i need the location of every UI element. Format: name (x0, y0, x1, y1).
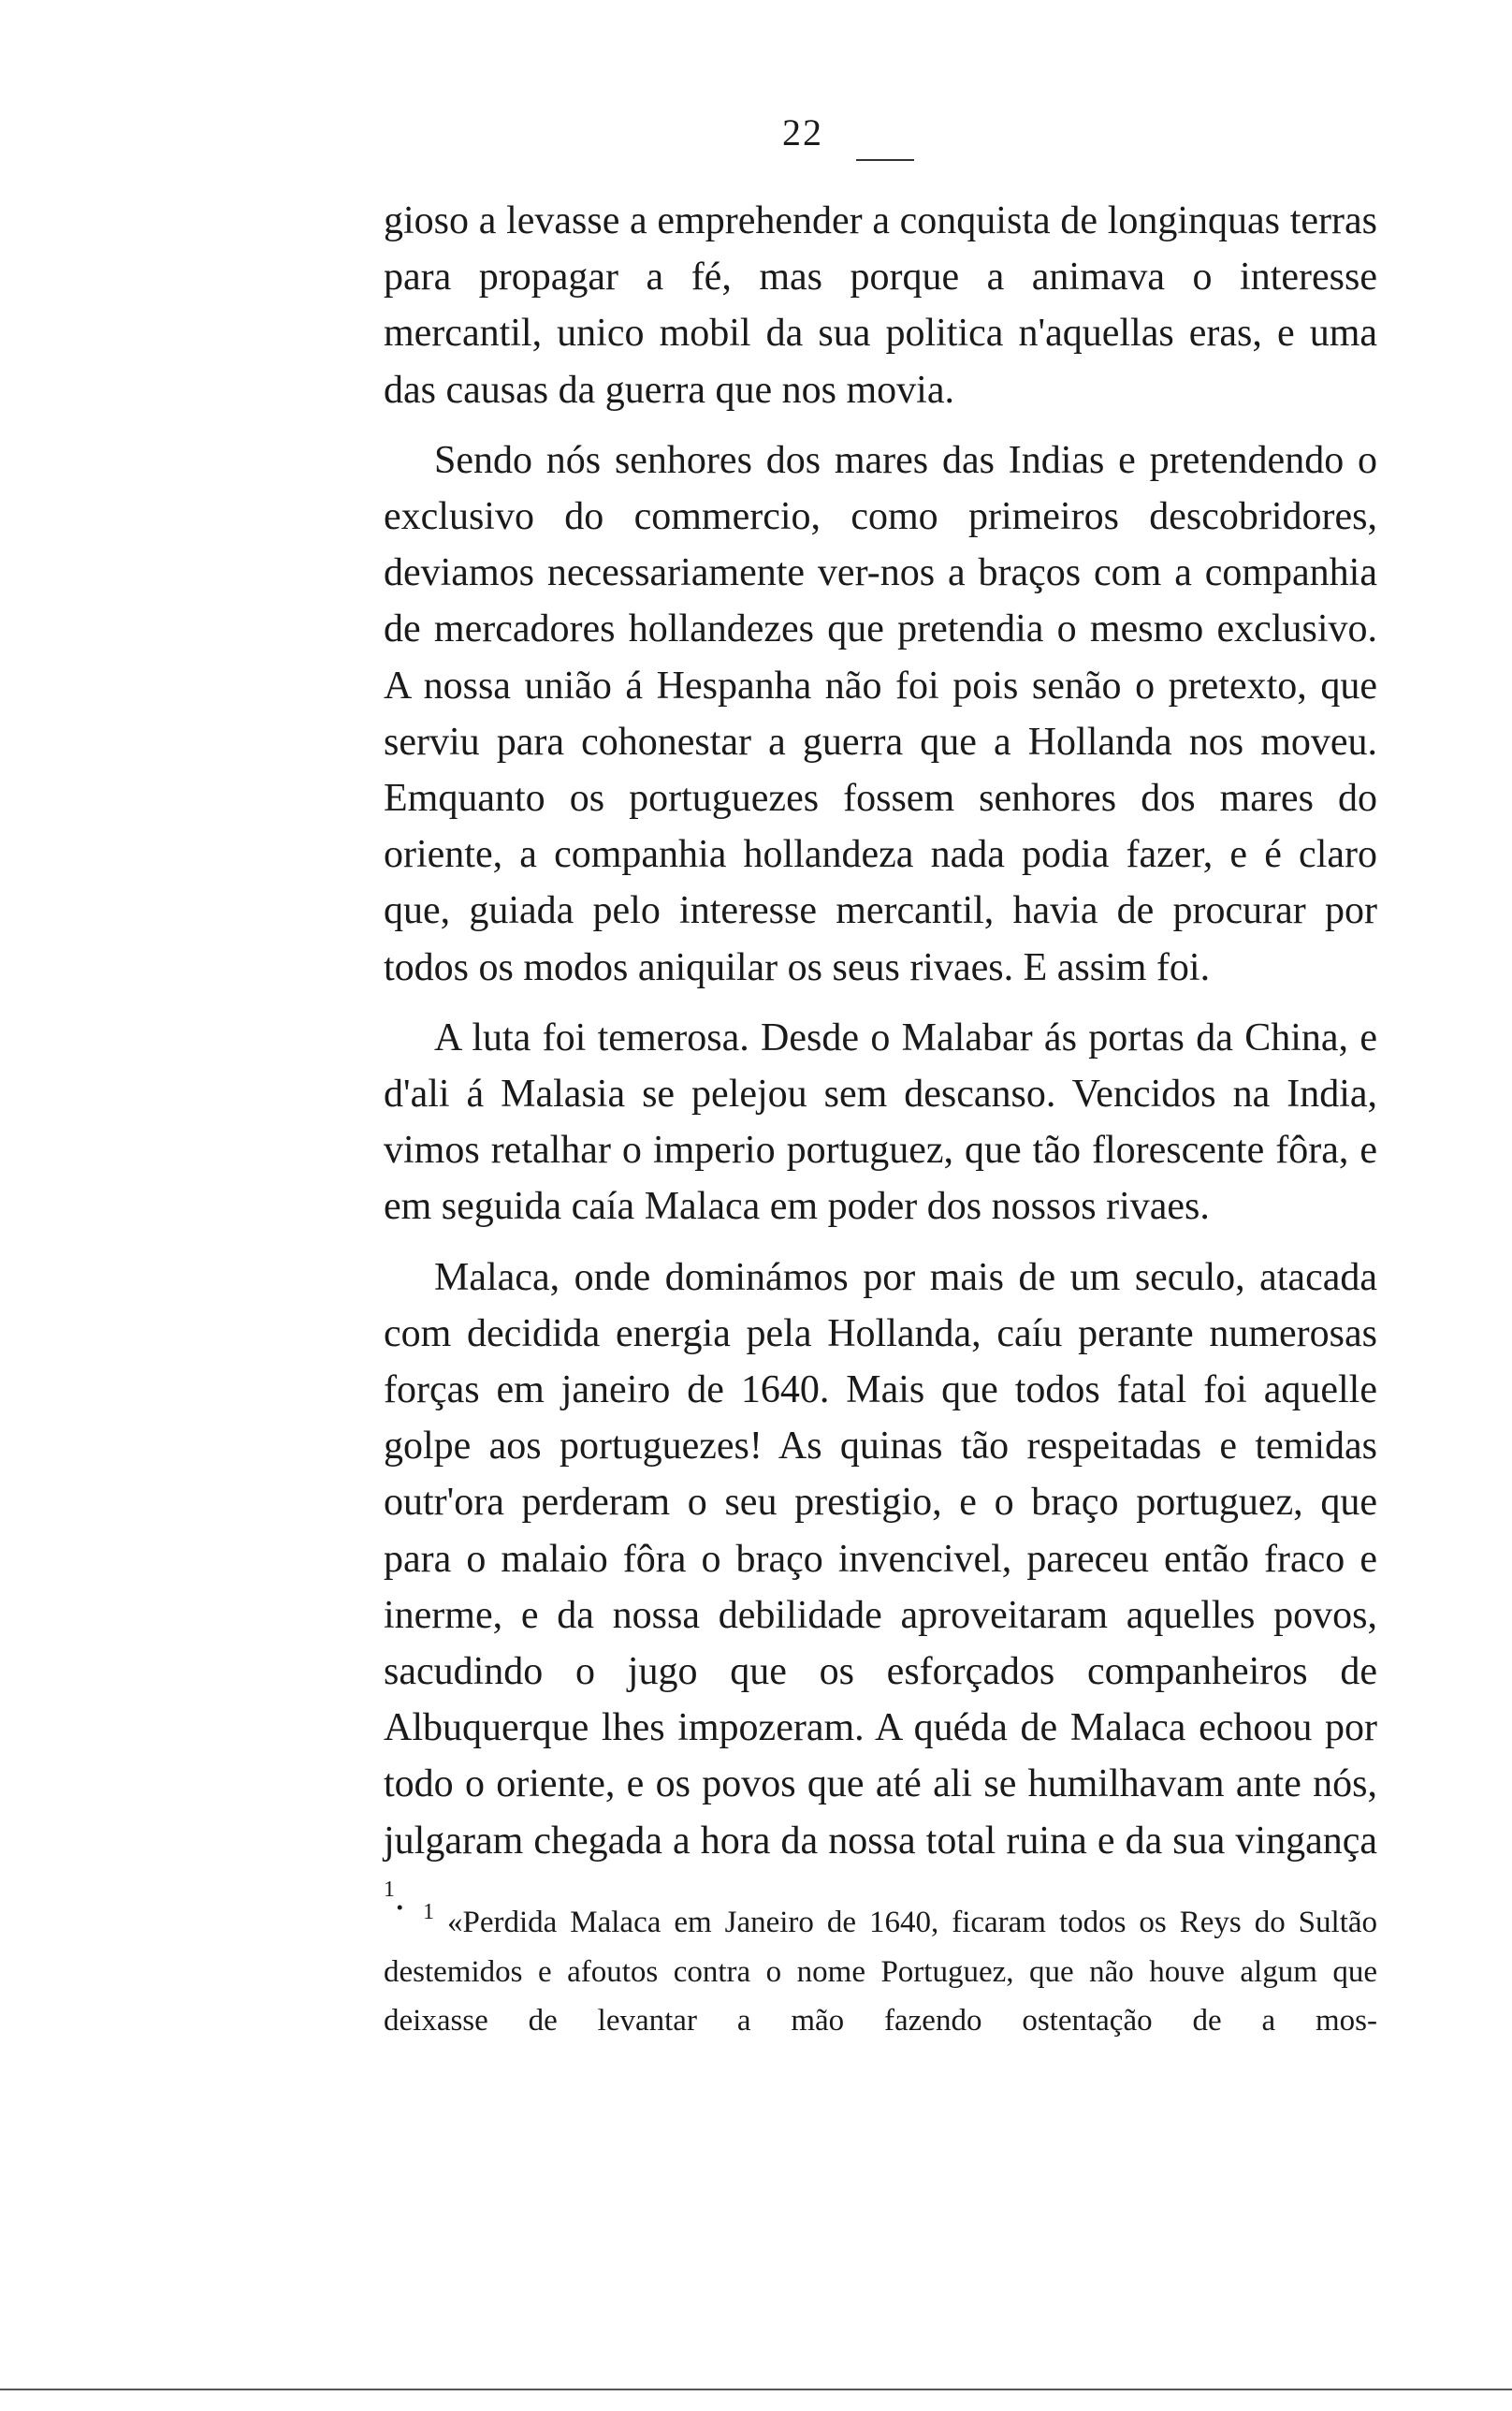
footnote-reference: 1 (384, 1877, 395, 1902)
page-number-rule (856, 159, 914, 161)
footnote-text: «Perdida Malaca em Janeiro de 1640, ficaram todos os Reys do Sultão destemidos e afoutos contra o nome Portuguez, que não houve algum que deixasse de levantar a mão fazendo ostentação de a mos- (384, 1906, 1378, 2038)
footnote (384, 1898, 1377, 2046)
paragraph-1: gioso a levasse a emprehender a conquista de longinquas terras para propagar a fé, mas porque a animava o interesse mercantil, unico mobil da sua politica n'aquellas eras, e uma das causas da guerra que nos movia. (384, 199, 1377, 412)
footnote-paragraph (384, 1898, 1377, 2046)
paragraph-4-text: Malaca, onde dominámos por mais de um seculo, atacada com decidida energia pela Hollanda, caíu perante numerosas forças em janeiro de 1640. Mais que todos fatal foi aquelle golpe aos portuguezes! As quinas tão respeitadas e temidas outr'ora perderam o seu prestigio, e o braço portuguez, que para o malaio fôra o braço invencivel, pareceu então fraco e inerme, e da nossa debilidade aproveitaram aquelles povos, sacudindo o jugo que os esforçados companheiros de Albuquerque lhes impozeram. A quéda de Malaca echoou por todo o oriente, e os povos que até ali se humilhavam ante nós, julgaram chegada a hora da nossa total ruina e da sua vingança (384, 1255, 1377, 1863)
bottom-edge-line (0, 2389, 1512, 2390)
paragraph-4 (384, 1249, 1377, 1925)
body-text (384, 193, 1377, 1925)
paragraph-2: Sendo nós senhores dos mares das Indias e pretendendo o exclusivo do commercio, como primeiros descobridores, deviamos necessariamente ver-nos a braços com a companhia de mercadores hollandezes que pretendia o mesmo exclusivo. A nossa união á Hespanha não foi pois senão o pretexto, que serviu para cohonestar a guerra que a Hollanda nos moveu. Emquanto os portuguezes fossem senhores dos mares do oriente, a companhia hollandeza nada podia fazer, e é claro que, guiada pelo interesse mercantil, havia de procurar por todos os modos aniquilar os seus rivaes. E assim foi. (384, 438, 1377, 989)
footnote-marker: 1 (423, 1900, 434, 1924)
paragraph-4-end: . (395, 1875, 405, 1919)
page-number: 22 (782, 111, 823, 153)
paragraph-3: A luta foi temerosa. Desde o Malabar ás portas da China, e d'ali á Malasia se pelejou sem descanso. Vencidos na India, vimos retalhar o imperio portuguez, que tão florescente fôra, e em seguida caía Malaca em poder dos nossos rivaes. (384, 1016, 1377, 1229)
